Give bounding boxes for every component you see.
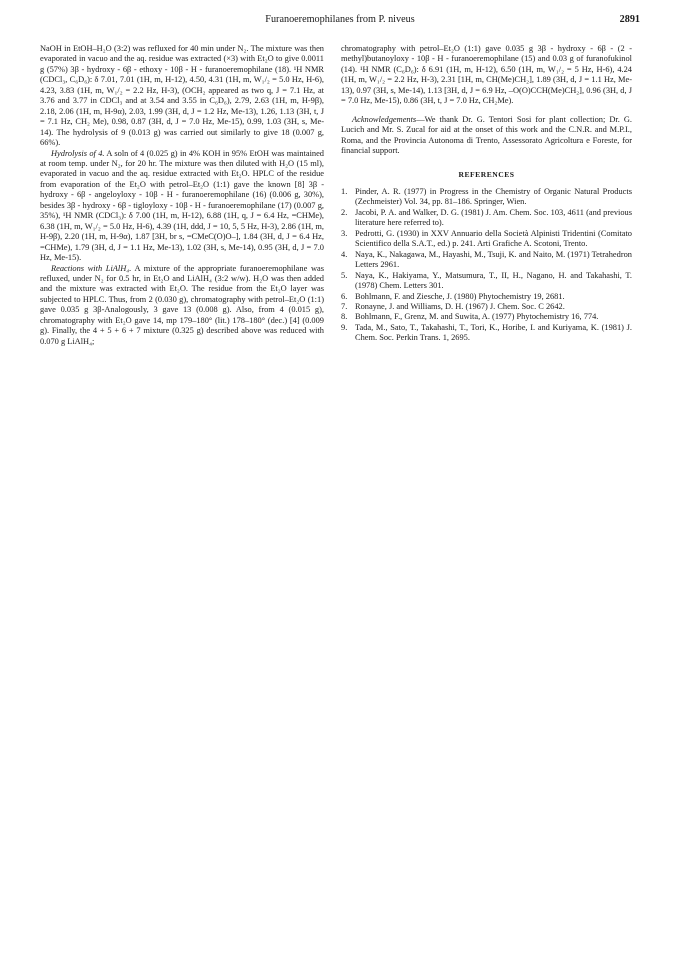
reference-text: Ronayne, J. and Williams, D. H. (1967) J. Chem. Soc. C 2642. bbox=[355, 301, 565, 311]
reference-item bbox=[341, 302, 632, 312]
reference-text: Pedrotti, G. (1930) in XXV Annuario della Società Alpinisti Tridentini (Comitato Scientifico della S.A.T., ed.) p. 241. Arti Grafiche A. Scotoni, Trento. bbox=[355, 228, 632, 249]
acknowledgements-text: —We thank Dr. G. Tentori Sosi for plant collection; Dr. G. Lucich and Mr. S. Zucal for aid at the onset of this work and the C.N.R. and M.P.I., Roma, and the Provincia Autonoma di Trento, Assessorato Agricoltura e Foreste, for financial support. bbox=[341, 114, 632, 156]
right-column bbox=[341, 44, 632, 344]
paragraph-hydrolysis-continued: NaOH in EtOH–H₂O (3:2) was refluxed for 40 min under N₂. The mixture was then evaporated in vacuo and the aq. residue was extracted (×3) with Et₂O to give 0.0011 g (57%) 3β - hydroxy - 6β - ethoxy - 10β - H - furanoeremophilane (18). ¹H NMR (CDCl₃, C₆D₆): δ 7.01, 7.01 (1H, m, H-12), 4.50, 4.31 (1H, m, W₁/₂ = 5.0 Hz, H-6), 4.23, 3.83 (1H, m, W₁/₂ = 2.2 Hz, H-3), (OCH₂ appeared as two q, J = 7.1 Hz, at 3.76 and 3.77 in CDCl₃ and at 3.54 and 3.55 in C₆D₆), 2.79, 2.63 (1H, m, H-9β), 2.18, 2.06 (1H, m, H-9α), 2.03, 1.99 (3H, d, J = 1.2 Hz, Me-13), 1.26, 1.13 (3H, t, J = 7.1 Hz, CH₂ Me), 0.98, 0.87 (3H, d, J = 7.0 Hz, Me-15), 0.99, 1.03 (3H, s, Me-14). The hydrolysis of 9 (0.013 g) was carried out similarly to give 18 (0.007 g, 66%). bbox=[40, 44, 324, 148]
reference-item bbox=[341, 208, 632, 229]
reference-number: 6. bbox=[341, 291, 348, 301]
reference-number: 4. bbox=[341, 249, 348, 259]
reference-text: Pinder, A. R. (1977) in Progress in the Chemistry of Organic Natural Products (Zechmeister) Vol. 34, pp. 81–186. Springer, Wien. bbox=[355, 186, 632, 207]
reference-number: 7. bbox=[341, 301, 348, 311]
acknowledgements bbox=[341, 115, 632, 157]
reference-number: 1. bbox=[341, 186, 348, 196]
paragraph-lialh4-reactions bbox=[40, 264, 324, 348]
reference-item bbox=[341, 323, 632, 344]
paragraph-text: A mixture of the appropriate furanoeremophilane was refluxed, under N₂ for 0.5 hr, in Et₂O and LiAlH₄ (3:2 w/w). H₂O was then added and the mixture was extracted with Et₂O. The residue from the Et₂O layer was subjected to HPLC. Thus, from 2 (0.030 g), chromatography with petrol–Et₂O (1:1) gave 0.035 g 3β-Analogously, 3 gave 13 (0.008 g). Also, from 4 (0.015 g), chromatography with Et₂O gave 14, mp 179–180° (lit.) 178–180° (dec.) [4] (0.009 g). Finally, the 4 + 5 + 6 + 7 mixture (0.325 g) described above was reduced with 0.070 g LiAlH₄; bbox=[40, 263, 324, 346]
paragraph-chromatography-continued: chromatography with petrol–Et₂O (1:1) gave 0.035 g 3β - hydroxy - 6β - (2 - methyl)butanoyloxy - 10β - H - furanoeremophilane (15) and 0.03 g of furanofukinol (14). ¹H NMR (C₆D₆): δ 6.91 (1H, m, H-12), 6.50 (1H, m, W₁/₂ = 5 Hz, H-6), 4.24 (1H, m, W₁/₂ = 2.2 Hz, H-3), 2.31 [1H, m, CH(Me)CH₂], 1.89 (3H, d, J = 1.1 Hz, Me-13), 0.97 (3H, s, Me-14), 1.13 [3H, d, J = 6.9 Hz, –O(O)CCH(Me)CH₂], 0.96 (3H, d, J = 7.0 Hz, Me-15), 0.86 (3H, t, J = 7.0 Hz, CH₂Me). bbox=[341, 44, 632, 106]
reference-text: Jacobi, P. A. and Walker, D. G. (1981) J. Am. Chem. Soc. 103, 4611 (and previous literature here referred to). bbox=[355, 207, 632, 228]
paragraph-text: A soln of 4 (0.025 g) in 4% KOH in 95% EtOH was maintained at room temp. under N₂, for 20 hr. The mixture was then diluted with H₂O (15 ml), evaporated in vacuo and the aq. residue extracted with Et₂O. HPLC of the residue from evaporation of the Et₂O with petrol–Et₂O (1:1) gave the known [8] 3β - hydroxy - 6β - angeloyloxy - 10β - H - furanoeremophilane (16) (0.006 g, 30%), besides 3β - hydroxy - 6β - tigloyloxy - 10β - H - furanoeremophilane (17) (0.007 g, 35%), ¹H NMR (CDCl₃): δ 7.00 (1H, m, H-12), 6.88 (1H, q, J = 6.4 Hz, =CHMe), 6.38 (1H, m, W₁/₂ = 5.0 Hz, H-6), 4.39 (1H, ddd, J = 10, 5, 5 Hz, H-3), 2.86 (1H, m, H-9β), 2.20 (1H, m, H-9α), 1.87 [3H, br s, =CMeC(O)O–], 1.84 (3H, d, J = 6.4 Hz, =CHMe), 1.79 (3H, d, J = 1.1 Hz, Me-13), 1.02 (3H, s, Me-14), 0.95 (3H, d, J = 7.0 Hz, Me-15). bbox=[40, 148, 324, 263]
reference-number: 2. bbox=[341, 207, 348, 217]
reference-item bbox=[341, 312, 632, 322]
reference-item bbox=[341, 292, 632, 302]
page-number: 2891 bbox=[619, 14, 640, 25]
left-column bbox=[40, 44, 324, 347]
paragraph-hydrolysis-of-4 bbox=[40, 149, 324, 264]
page-header bbox=[40, 14, 640, 28]
reference-item bbox=[341, 229, 632, 250]
reference-number: 3. bbox=[341, 228, 348, 238]
reference-text: Bohlmann, F. and Ziesche, J. (1980) Phytochemistry 19, 2681. bbox=[355, 291, 565, 301]
reference-item bbox=[341, 271, 632, 292]
reference-number: 8. bbox=[341, 312, 348, 322]
reference-number: 5. bbox=[341, 270, 348, 280]
acknowledgements-heading: Acknowledgements bbox=[352, 114, 417, 124]
reference-text: Tada, M., Sato, T., Takahashi, T., Tori, K., Horibe, I. and Kuriyama, K. (1981) J. Chem. Soc. Perkin Trans. 1, 2695. bbox=[355, 322, 632, 343]
reference-text: Naya, K., Hakiyama, Y., Matsumura, T., II, H., Nagano, H. and Takahashi, T. (1978) Chem. Letters 301. bbox=[355, 270, 632, 291]
reference-list bbox=[341, 187, 632, 344]
reference-text: Bohlmann, F., Grenz, M. and Suwita, A. (1977) Phytochemistry 16, 774. bbox=[355, 312, 599, 322]
references-heading: REFERENCES bbox=[458, 169, 515, 179]
reference-text: Naya, K., Nakagawa, M., Hayashi, M., Tsuji, K. and Naito, M. (1971) Tetrahedron Letters 2961. bbox=[355, 249, 632, 270]
running-title: Furanoeremophilanes from P. niveus bbox=[265, 14, 415, 25]
subsection-heading-hydrolysis: Hydrolysis of 4. bbox=[51, 148, 105, 158]
reference-item bbox=[341, 187, 632, 208]
reference-item bbox=[341, 250, 632, 271]
reference-number: 9. bbox=[341, 322, 348, 332]
subsection-heading-lialh4: Reactions with LiAlH₄. bbox=[51, 263, 132, 273]
